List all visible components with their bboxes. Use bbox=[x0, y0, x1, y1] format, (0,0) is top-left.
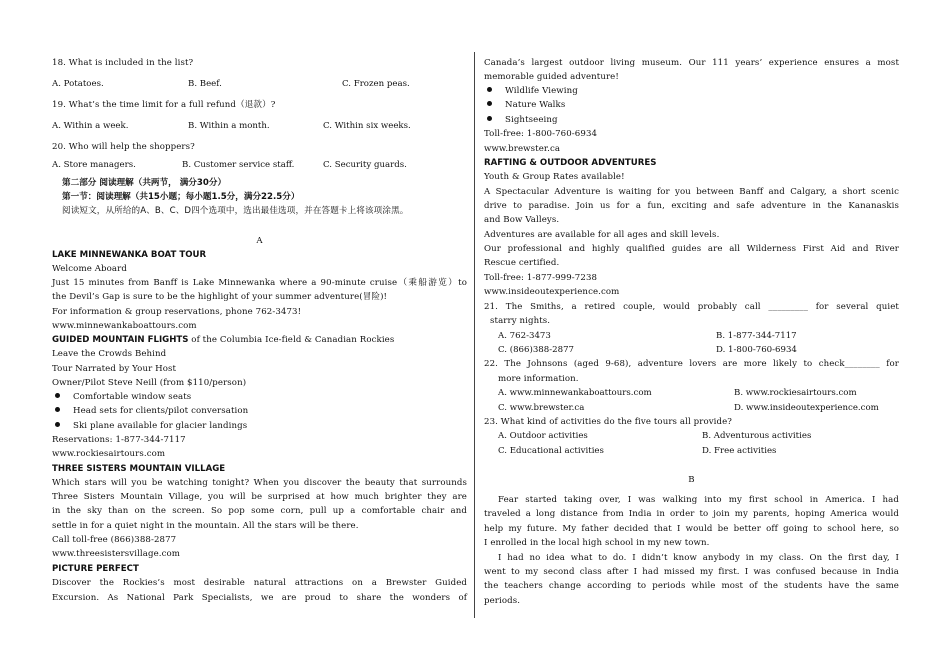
paragraph-line: help my future. My father decided that I would be better off going to school here, so bbox=[484, 524, 899, 534]
bullet-text: Ski plane available for glacier landings bbox=[73, 421, 248, 431]
q18-option-c: C. Frozen peas. bbox=[342, 79, 410, 89]
website-link: www.insideoutexperience.com bbox=[484, 287, 620, 297]
q23-option-b: B. Adventurous activities bbox=[702, 431, 812, 441]
text-line: For information & group reservations, phone 762-3473! bbox=[52, 307, 302, 317]
text-line: drive to paradise. Join us for a fun, exciting and safe adventure in the Kananaskis bbox=[484, 201, 899, 211]
bullet-icon bbox=[487, 101, 492, 106]
q22-option-d: D. www.insideoutexperience.com bbox=[734, 403, 879, 413]
column-divider bbox=[474, 52, 475, 618]
text-line: the Devil’s Gap is sure to be the highlight of your summer adventure(冒险)! bbox=[52, 292, 388, 302]
question-21-cont: starry nights. bbox=[490, 316, 551, 326]
q21-option-d: D. 1-800-760-6934 bbox=[716, 345, 797, 355]
text-line: Youth & Group Rates available! bbox=[484, 172, 625, 182]
text-line: Owner/Pilot Steve Neill (from $110/person) bbox=[52, 378, 247, 388]
question-23: 23. What kind of activities do the five tours all provide? bbox=[484, 417, 733, 427]
passage-b-label: B bbox=[688, 475, 695, 485]
text-line: Rescue certified. bbox=[484, 258, 560, 268]
bullet-item bbox=[55, 405, 248, 417]
text-line: Leave the Crowds Behind bbox=[52, 349, 167, 359]
bullet-item bbox=[55, 391, 191, 403]
q20-option-c: C. Security guards. bbox=[323, 160, 407, 170]
paragraph-line: went to my second class after I had missed my first. I was confused because in India bbox=[484, 567, 899, 577]
paragraph-line: I had no idea what to do. I didn’t know anybody in my class. On the first day, I bbox=[498, 553, 899, 563]
website-link: www.threesistersvillage.com bbox=[52, 549, 181, 559]
q23-option-d: D. Free activities bbox=[702, 446, 777, 456]
paragraph-line: periods. bbox=[484, 596, 521, 606]
q21-option-a: A. 762-3473 bbox=[498, 331, 551, 341]
q18-option-a: A. Potatoes. bbox=[52, 79, 104, 89]
q22-option-b: B. www.rockiesairtours.com bbox=[734, 388, 857, 398]
bullet-text: Nature Walks bbox=[505, 100, 566, 110]
bullet-item bbox=[487, 114, 558, 126]
heading-boat-tour: LAKE MINNEWANKA BOAT TOUR bbox=[52, 250, 207, 260]
q20-option-b: B. Customer service staff. bbox=[182, 160, 295, 170]
text-line: Welcome Aboard bbox=[52, 264, 127, 274]
heading-text: GUIDED MOUNTAIN FLIGHTS bbox=[52, 335, 189, 345]
text-line: Reservations: 1-877-344-7117 bbox=[52, 435, 186, 445]
text-line: memorable guided adventure! bbox=[484, 72, 619, 82]
q19-option-a: A. Within a week. bbox=[52, 121, 129, 131]
paragraph-line: traveled a long distance from India in order to join my parents, hoping America would bbox=[484, 509, 899, 519]
q22-option-a: A. www.minnewankaboattours.com bbox=[498, 388, 652, 398]
heading-rafting: RAFTING & OUTDOOR ADVENTURES bbox=[484, 158, 657, 168]
paragraph-line: the teachers change according to periods while most of the students have the same bbox=[484, 581, 899, 591]
q19-option-b: B. Within a month. bbox=[188, 121, 270, 131]
text-line: Just 15 minutes from Banff is Lake Minnewanka where a 90-minute cruise（乘船游览）to bbox=[52, 278, 467, 288]
bullet-icon bbox=[487, 87, 492, 92]
bullet-text: Sightseeing bbox=[505, 115, 558, 125]
bullet-text: Wildlife Viewing bbox=[505, 86, 578, 96]
text-line: Toll-free: 1-800-760-6934 bbox=[484, 129, 598, 139]
question-18: 18. What is included in the list? bbox=[52, 58, 194, 68]
bullet-text: Head sets for clients/pilot conversation bbox=[73, 406, 249, 416]
text-line: Canada’s largest outdoor living museum. Our 111 years’ experience ensures a most bbox=[484, 58, 899, 68]
text-line: and Bow Valleys. bbox=[484, 215, 560, 225]
bullet-item bbox=[487, 85, 578, 97]
bullet-icon bbox=[55, 393, 60, 398]
heading-suffix: of the Columbia Ice-field & Canadian Rockies bbox=[188, 335, 395, 345]
website-link: www.brewster.ca bbox=[484, 144, 561, 154]
q21-option-c: C. (866)388-2877 bbox=[498, 345, 575, 355]
q21-option-b: B. 1-877-344-7117 bbox=[716, 331, 797, 341]
q23-option-c: C. Educational activities bbox=[498, 446, 604, 456]
q20-option-a: A. Store managers. bbox=[52, 160, 136, 170]
text-line: Adventures are available for all ages and skill levels. bbox=[484, 230, 720, 240]
bullet-item bbox=[487, 99, 565, 111]
q22-option-c: C. www.brewster.ca bbox=[498, 403, 585, 413]
text-line: Our professional and highly qualified guides are all Wilderness First Aid and River bbox=[484, 244, 899, 254]
heading-picture-perfect: PICTURE PERFECT bbox=[52, 564, 139, 574]
bullet-item bbox=[55, 420, 247, 432]
text-line: Toll-free: 1-877-999-7238 bbox=[484, 273, 598, 283]
text-line: A Spectacular Adventure is waiting for you between Banff and Calgary, a short scenic bbox=[484, 187, 899, 197]
bullet-icon bbox=[487, 116, 492, 121]
instructions: 阅读短文，从所给的A、B、C、D四个选项中，选出最佳选项，并在答题卡上将该项涂黑。 bbox=[62, 206, 409, 216]
website-link: www.rockiesairtours.com bbox=[52, 449, 166, 459]
text-line: Three Sisters Mountain Village, you will be surprised at how much brighter they are bbox=[52, 492, 467, 502]
bullet-icon bbox=[55, 407, 60, 412]
question-21: 21. The Smiths, a retired couple, would probably call _________ for several quiet bbox=[484, 302, 899, 312]
bullet-text: Comfortable window seats bbox=[73, 392, 192, 402]
question-22-cont: more information. bbox=[498, 374, 579, 384]
q19-option-c: C. Within six weeks. bbox=[323, 121, 411, 131]
text-line: in the sky than on the screen. So pop some corn, pull up a comfortable chair and bbox=[52, 506, 467, 516]
text-line: Which stars will you be watching tonight? When you discover the beauty that surrounds bbox=[52, 478, 467, 488]
text-line: settle in for a quiet night in the mountain. All the stars will be there. bbox=[52, 521, 359, 531]
paragraph-line: I enrolled in the local high school in my new town. bbox=[484, 538, 710, 548]
question-22: 22. The Johnsons (aged 9-68), adventure lovers are more likely to check________ for bbox=[484, 359, 899, 369]
heading-mountain-flights bbox=[52, 334, 394, 346]
q23-option-a: A. Outdoor activities bbox=[498, 431, 588, 441]
question-20: 20. Who will help the shoppers? bbox=[52, 142, 195, 152]
text-line: Excursion. As National Park Specialists, we are proud to share the wonders of bbox=[52, 593, 467, 603]
section1-title: 第一节：阅读理解（共15小题；每小题1.5分，满分22.5分） bbox=[62, 192, 300, 202]
heading-three-sisters: THREE SISTERS MOUNTAIN VILLAGE bbox=[52, 464, 226, 474]
text-line: Discover the Rockies’s most desirable natural attractions on a Brewster Guided bbox=[52, 578, 467, 588]
q18-option-b: B. Beef. bbox=[188, 79, 222, 89]
passage-a-label: A bbox=[256, 236, 263, 246]
text-line: Tour Narrated by Your Host bbox=[52, 364, 177, 374]
website-link: www.minnewankaboattours.com bbox=[52, 321, 197, 331]
text-line: Call toll-free (866)388-2877 bbox=[52, 535, 177, 545]
part2-title: 第二部分 阅读理解（共两节， 满分30分） bbox=[62, 178, 227, 188]
paragraph-line: Fear started taking over, I was walking into my first school in America. I had bbox=[498, 495, 899, 505]
bullet-icon bbox=[55, 422, 60, 427]
question-19: 19. What’s the time limit for a full refund（退款）? bbox=[52, 100, 276, 110]
